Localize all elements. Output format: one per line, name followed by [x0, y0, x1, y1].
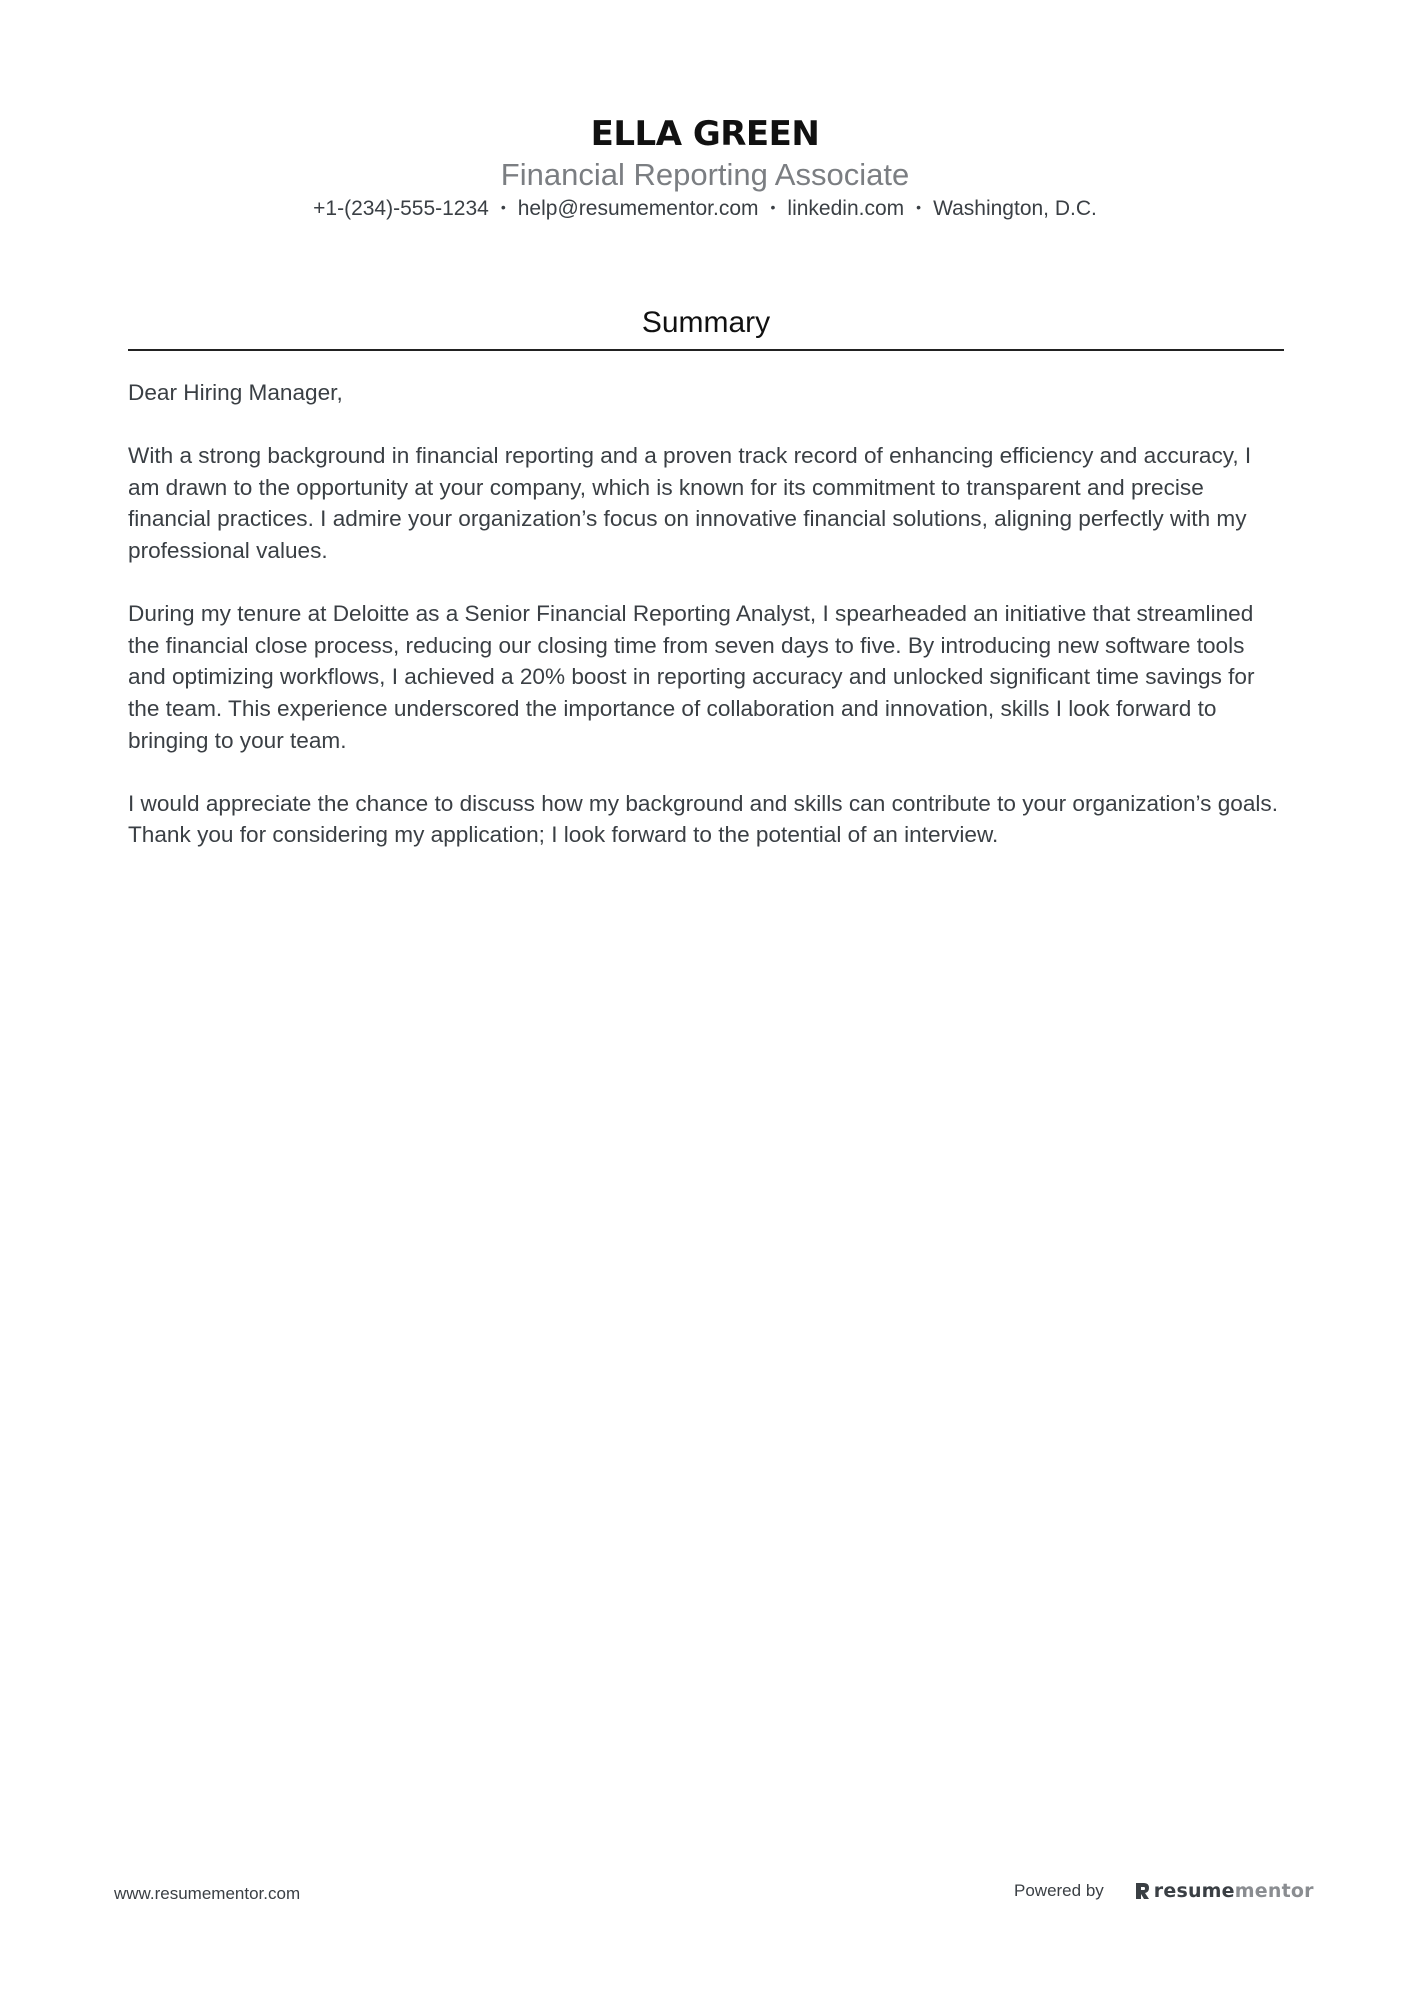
- resumementor-logo[interactable]: [1134, 1880, 1314, 1902]
- letter-paragraph: During my tenure at Deloitte as a Senior Financial Reporting Analyst, I spearheaded an initiative that streamlined the financial close process, reducing our closing time from seven days to five. By introducing new software tools and optimizing workflows, I achieved a 20% boost in reporting accuracy and unlocked significant time savings for the team. This experience underscored the importance of collaboration and innovation, skills I look forward to bringing to your team.: [128, 601, 1255, 753]
- resumementor-logo-icon: [1134, 1881, 1150, 1901]
- email-address[interactable]: help@resumementor.com: [517, 197, 759, 220]
- separator-dot: •: [916, 199, 922, 216]
- candidate-name: ELLA GREEN: [590, 114, 820, 154]
- letter-paragraph: I would appreciate the chance to discuss how my background and skills can contribute to your organization’s goals. Thank you for considering my application; I look forward to the potential of an interview.: [128, 790, 1279, 848]
- section-title: Summary: [641, 306, 771, 339]
- phone-number: +1-(234)-555-1234: [313, 197, 489, 220]
- section-divider: [128, 349, 1284, 351]
- logo-text-mentor: mentor: [1234, 1880, 1314, 1902]
- resume-header: [0, 112, 1410, 224]
- job-title: Financial Reporting Associate: [500, 157, 910, 192]
- letter-greeting: Dear Hiring Manager,: [128, 380, 343, 405]
- location: Washington, D.C.: [933, 197, 1097, 220]
- separator-dot: •: [770, 199, 776, 216]
- logo-text-resume: resume: [1153, 1880, 1235, 1902]
- letter-body: [128, 377, 1288, 883]
- powered-by-label: Powered by: [1014, 1881, 1104, 1900]
- contact-line: [0, 194, 1410, 224]
- letter-paragraph: With a strong background in financial reporting and a proven track record of enhancing efficiency and accuracy, I am drawn to the opportunity at your company, which is known for its commitment to transparent and precise financial practices. I admire your organization’s focus on innovative financial solutions, aligning perfectly with my professional values.: [128, 443, 1252, 563]
- linkedin-link[interactable]: linkedin.com: [787, 197, 905, 220]
- footer-branding: [1014, 1880, 1314, 1902]
- separator-dot: •: [500, 199, 506, 216]
- footer-website[interactable]: www.resumementor.com: [114, 1884, 301, 1903]
